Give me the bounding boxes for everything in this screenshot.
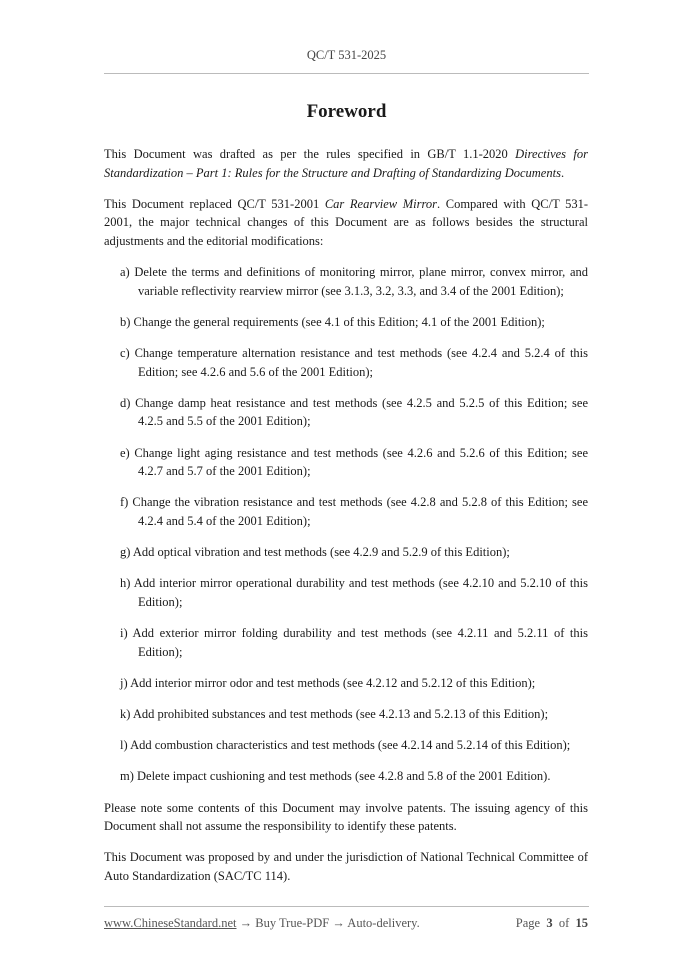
- list-item: l) Add combustion characteristics and test methods (see 4.2.14 and 5.2.14 of this Edition);: [120, 738, 571, 753]
- header-divider: [104, 73, 589, 74]
- list-item: f) Change the vibration resistance and test methods (see 4.2.8 and 5.2.8 of this Edition; see 4.2.4 and 5.4 of the 2001 Edition);: [120, 495, 588, 528]
- paragraph-proposed-by: This Document was proposed by and under the jurisdiction of National Technical Committee of Auto Standardization (SAC/TC 114).: [104, 850, 588, 883]
- list-item: e) Change light aging resistance and test methods (see 4.2.6 and 5.2.6 of this Edition; see 4.2.7 and 5.7 of the 2001 Edition);: [120, 445, 588, 479]
- footer-text: → Buy True-PDF → Auto-delivery.: [236, 916, 420, 930]
- website-link[interactable]: www.ChineseStandard.net: [104, 916, 237, 930]
- paragraph-drafting-rules: [104, 145, 588, 182]
- paragraph-patents: Please note some contents of this Document may involve patents. The issuing agency of this Document shall not assume the responsibility to identify these patents.: [104, 800, 588, 834]
- paragraph-replaced: [104, 195, 588, 251]
- text: . Compared with QC/T 531-2001, the major technical changes of this Document are as follows besides the structural adjustments and the editorial modifications:: [104, 196, 589, 248]
- text: .: [560, 165, 565, 180]
- footer-divider: [104, 906, 589, 907]
- italic-title: Directives for Standardization – Part 1: Rules for the Structure and Drafting of Standardizing Documents: [104, 147, 588, 180]
- list-item: i) Add exterior mirror folding durability and test methods (see 4.2.11 and 5.2.11 of this Edition);: [120, 626, 588, 659]
- list-item: m) Delete impact cushioning and test methods (see 4.2.8 and 5.8 of the 2001 Edition).: [120, 769, 551, 784]
- list-item: b) Change the general requirements (see 4.1 of this Edition; 4.1 of the 2001 Edition);: [120, 314, 545, 329]
- current-page: 3: [546, 916, 553, 930]
- changes-list: [104, 263, 588, 786]
- list-item: d) Change damp heat resistance and test methods (see 4.2.5 and 5.2.5 of this Edition; see 4.2.5 and 5.5 of the 2001 Edition);: [120, 395, 588, 429]
- italic-title: Car Rearview Mirror: [324, 196, 437, 211]
- document-body: [104, 145, 588, 898]
- list-item: g) Add optical vibration and test methods (see 4.2.9 and 5.2.9 of this Edition);: [120, 545, 510, 560]
- text: This Document was drafted as per the rules specified in GB/T 1.1-2020: [104, 147, 516, 161]
- page-number: [516, 916, 588, 931]
- page-label: Page: [515, 916, 541, 930]
- page-title: Foreword: [306, 101, 387, 122]
- of-label: of: [558, 916, 570, 930]
- running-header: QC/T 531-2025: [306, 48, 387, 62]
- text: This Document replaced QC/T 531-2001: [104, 196, 325, 211]
- list-item: j) Add interior mirror odor and test methods (see 4.2.12 and 5.2.12 of this Edition);: [120, 675, 536, 690]
- list-item: h) Add interior mirror operational durability and test methods (see 4.2.10 and 5.2.10 of this Edition);: [120, 576, 588, 609]
- footer-promo: [104, 916, 420, 931]
- total-pages: 15: [575, 916, 588, 930]
- footer: [104, 916, 588, 931]
- list-item: a) Delete the terms and definitions of monitoring mirror, plane mirror, convex mirror, and variable reflectivity rearview mirror (see 3.1.3, 3.2, 3.3, and 3.4 of the 2001 Edition);: [120, 264, 588, 298]
- list-item: k) Add prohibited substances and test methods (see 4.2.13 and 5.2.13 of this Edition);: [120, 707, 549, 721]
- list-item: c) Change temperature alternation resistance and test methods (see 4.2.4 and 5.2.4 of this Edition; see 4.2.6 and 5.6 of the 2001 Edition);: [120, 345, 588, 379]
